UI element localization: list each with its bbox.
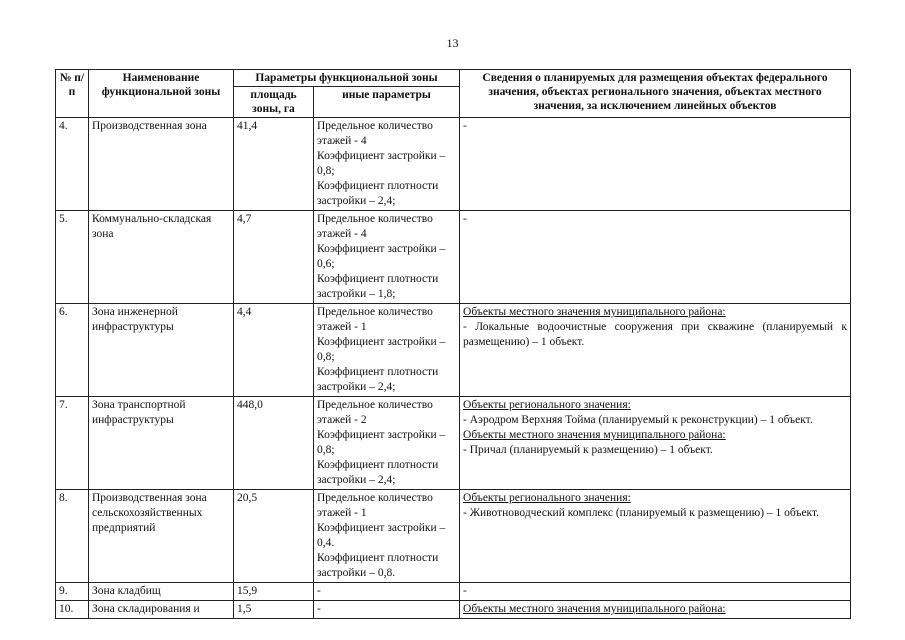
cell-area: 448,0: [234, 397, 314, 490]
header-planned-objects: Сведения о планируемых для размещения объектах федерального значения, объектах регионального значения, объектах местного значения, за исключением линейных объектов: [460, 70, 851, 118]
objects-category-heading: Объекты регионального значения:: [463, 492, 631, 504]
objects-item: -: [463, 585, 467, 597]
page-number: 13: [446, 36, 459, 50]
cell-planned-objects: [460, 583, 851, 601]
cell-area: 41,4: [234, 118, 314, 211]
objects-category-heading: Объекты регионального значения:: [463, 399, 631, 411]
cell-area: 4,7: [234, 211, 314, 304]
table-row: [56, 397, 851, 490]
functional-zones-table: [55, 69, 851, 619]
objects-item: - Животноводческий комплекс (планируемый к размещению) – 1 объект.: [463, 507, 820, 519]
cell-zone-name: Производственная зона: [89, 118, 234, 211]
cell-zone-name: Коммунально-складская зона: [89, 211, 234, 304]
cell-area: 4,4: [234, 304, 314, 397]
cell-other-params: -: [314, 601, 460, 619]
objects-category-heading: Объекты местного значения муниципального района:: [463, 306, 726, 318]
table-row: [56, 601, 851, 619]
cell-other-params: Предельное количество этажей - 1 Коэффициент застройки – 0,4. Коэффициент плотности застройки – 0,8.: [314, 490, 460, 583]
cell-other-params: -: [314, 583, 460, 601]
objects-item: - Локальные водоочистные сооружения при скважине (планируемый к размещению) – 1 объект.: [463, 321, 848, 348]
cell-num: 10.: [56, 601, 89, 619]
objects-category-heading: Объекты местного значения муниципального района:: [463, 429, 726, 441]
cell-planned-objects: [460, 304, 851, 397]
cell-num: 5.: [56, 211, 89, 304]
objects-item: -: [463, 120, 467, 132]
cell-num: 4.: [56, 118, 89, 211]
cell-zone-name: Производственная зона сельскохозяйственных предприятий: [89, 490, 234, 583]
header-other-params: иные параметры: [314, 87, 460, 118]
header-zone-name: Наименование функциональной зоны: [89, 70, 234, 118]
cell-planned-objects: [460, 397, 851, 490]
cell-planned-objects: [460, 118, 851, 211]
cell-num: 8.: [56, 490, 89, 583]
cell-area: 20,5: [234, 490, 314, 583]
cell-planned-objects: [460, 211, 851, 304]
cell-area: 15,9: [234, 583, 314, 601]
cell-planned-objects: [460, 490, 851, 583]
cell-other-params: Предельное количество этажей - 1 Коэффициент застройки – 0,8; Коэффициент плотности застройки – 2,4;: [314, 304, 460, 397]
cell-area: 1,5: [234, 601, 314, 619]
table-row: [56, 490, 851, 583]
cell-num: 6.: [56, 304, 89, 397]
cell-zone-name: Зона кладбищ: [89, 583, 234, 601]
cell-zone-name: Зона инженерной инфраструктуры: [89, 304, 234, 397]
table-body: [56, 118, 851, 619]
objects-category-heading: Объекты местного значения муниципального района:: [463, 603, 726, 615]
cell-zone-name: Зона транспортной инфраструктуры: [89, 397, 234, 490]
cell-zone-name: Зона складирования и: [89, 601, 234, 619]
cell-num: 7.: [56, 397, 89, 490]
cell-num: 9.: [56, 583, 89, 601]
cell-other-params: Предельное количество этажей - 4 Коэффициент застройки – 0,8; Коэффициент плотности застройки – 2,4;: [314, 118, 460, 211]
objects-item: - Причал (планируемый к размещению) – 1 объект.: [463, 444, 713, 456]
table-row: [56, 304, 851, 397]
cell-other-params: Предельное количество этажей - 2 Коэффициент застройки – 0,8; Коэффициент плотности застройки – 2,4;: [314, 397, 460, 490]
header-num: № п/п: [56, 70, 89, 118]
cell-planned-objects: [460, 601, 851, 619]
objects-item: -: [463, 213, 467, 225]
objects-item: - Аэродром Верхняя Тойма (планируемый к реконструкции) – 1 объект.: [463, 414, 813, 426]
header-params-group: Параметры функциональной зоны: [234, 70, 460, 87]
table-row: [56, 211, 851, 304]
header-area: площадь зоны, га: [234, 87, 314, 118]
table-row: [56, 583, 851, 601]
table-row: [56, 118, 851, 211]
table-header-row: [56, 70, 851, 87]
cell-other-params: Предельное количество этажей - 4 Коэффициент застройки – 0,6; Коэффициент плотности застройки – 1,8;: [314, 211, 460, 304]
